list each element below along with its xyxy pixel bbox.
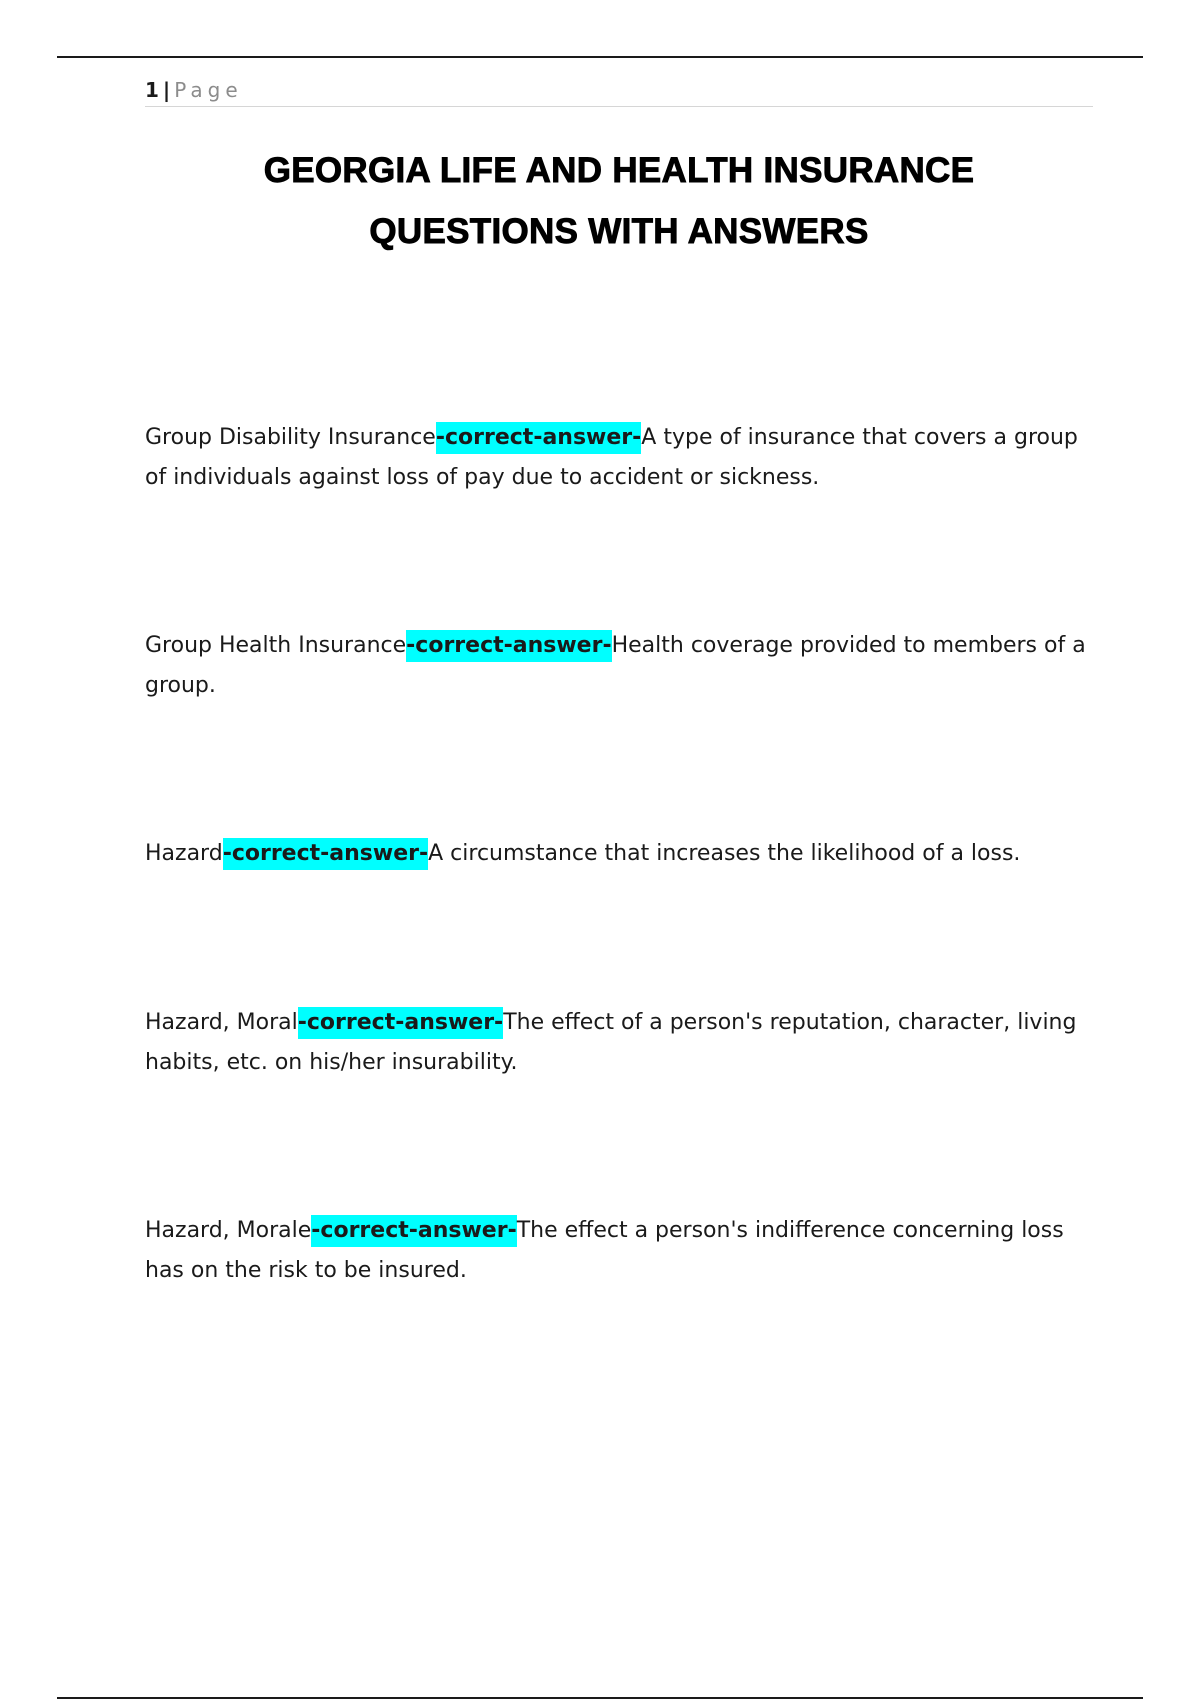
correct-answer-marker: -correct-answer-	[311, 1215, 516, 1247]
entry-definition: A circumstance that increases the likelihood of a loss.	[428, 841, 1021, 866]
entry-hazard-morale	[145, 1211, 1095, 1291]
correct-answer-marker: -correct-answer-	[406, 630, 611, 662]
entry-group-disability-insurance	[145, 418, 1095, 498]
page-number: 1	[145, 78, 159, 102]
entry-definition: The effect of a person's reputation, character, living habits, etc. on his/her insurability.	[145, 1010, 1077, 1075]
page-label: Page	[174, 78, 243, 102]
bottom-border-rule	[57, 1697, 1143, 1699]
entry-group-health-insurance	[145, 626, 1095, 706]
entry-hazard-moral	[145, 1003, 1095, 1083]
correct-answer-marker: -correct-answer-	[223, 838, 428, 870]
entry-term: Hazard, Morale	[145, 1218, 312, 1243]
entry-definition: A type of insurance that covers a group of individuals against loss of pay due to accident or sickness.	[145, 425, 1078, 490]
entry-term: Group Disability Insurance	[145, 425, 436, 450]
document-title	[145, 140, 1093, 262]
title-line-1: GEORGIA LIFE AND HEALTH INSURANCE	[263, 151, 975, 190]
entry-term: Hazard	[145, 841, 223, 866]
correct-answer-marker: -correct-answer-	[436, 422, 641, 454]
entry-definition: Health coverage provided to members of a group.	[145, 633, 1086, 698]
title-line-2: QUESTIONS WITH ANSWERS	[369, 212, 869, 251]
entry-definition: The effect a person's indifference concerning loss has on the risk to be insured.	[145, 1218, 1064, 1283]
page-header	[145, 76, 1093, 107]
top-border-rule	[57, 56, 1143, 58]
correct-answer-marker: -correct-answer-	[298, 1007, 503, 1039]
entry-term: Hazard, Moral	[145, 1010, 298, 1035]
page-separator: |	[162, 78, 171, 102]
entry-term: Group Health Insurance	[145, 633, 407, 658]
entry-hazard	[145, 834, 1095, 874]
